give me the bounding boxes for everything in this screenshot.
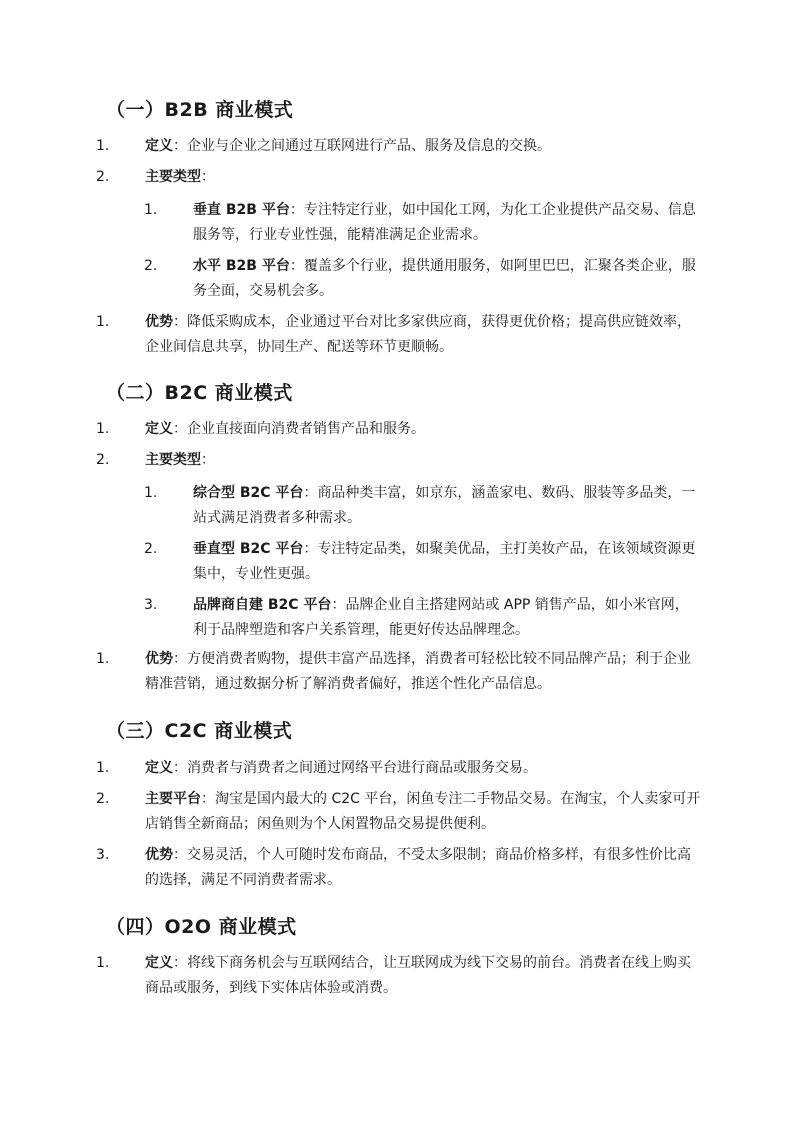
item-text: 降低采购成本，企业通过平台对比多家供应商，获得更优价格；提高供应链效率，企业间信息共享，协同生产、配送等环节更顺畅。 (145, 314, 691, 355)
item-separator: ： (173, 421, 187, 437)
list-item (96, 310, 701, 360)
list-number: 2. (96, 169, 110, 185)
item-separator: ： (201, 169, 215, 185)
item-text: 淘宝是国内最大的 C2C 平台，闲鱼专注二手物品交易。在淘宝，个人卖家可开店销售全新商品；闲鱼则为个人闲置物品交易提供便利。 (145, 791, 701, 832)
item-label: 垂直型 B2C 平台 (193, 541, 304, 557)
item-text: 企业与企业之间通过互联网进行产品、服务及信息的交换。 (187, 138, 551, 154)
item-text: 企业直接面向消费者销售产品和服务。 (187, 421, 425, 437)
item-label: 品牌商自建 B2C 平台 (193, 597, 332, 613)
item-separator: ： (173, 651, 187, 667)
list-number: 1. (96, 955, 110, 971)
list-item (96, 448, 701, 473)
item-separator: ： (173, 314, 187, 330)
item-label: 优势 (145, 314, 173, 330)
item-separator: ： (173, 955, 187, 971)
list-number: 1. (96, 138, 110, 154)
item-label: 主要类型 (145, 169, 201, 185)
item-label: 主要平台 (145, 791, 201, 807)
list-number: 2. (96, 791, 110, 807)
list-number: 3. (96, 847, 110, 863)
section-heading-c2c: （三）C2C 商业模式 (106, 720, 293, 742)
list-item (96, 951, 701, 1001)
list-number: 1. (96, 314, 110, 330)
list-item (144, 593, 701, 643)
item-separator: ： (303, 541, 318, 557)
item-label: 定义 (145, 138, 173, 154)
item-separator: ： (331, 597, 346, 613)
list-number: 2. (144, 258, 158, 274)
list-number: 1. (96, 651, 110, 667)
item-text: 交易灵活，个人可随时发布商品，不受太多限制；商品价格多样，有很多性价比高的选择，满足不同消费者需求。 (145, 847, 691, 888)
section-heading-b2b: （一）B2B 商业模式 (106, 99, 294, 121)
item-label: 定义 (145, 760, 173, 776)
list-number: 1. (96, 421, 110, 437)
item-text: 品牌企业自主搭建网站或 APP 销售产品，如小米官网，利于品牌塑造和客户关系管理，能更好传达品牌理念。 (193, 597, 689, 638)
item-separator: ： (173, 847, 187, 863)
list-number: 2. (144, 541, 158, 557)
list-number: 1. (96, 760, 110, 776)
item-text: 将线下商务机会与互联网结合，让互联网成为线下交易的前台。消费者在线上购买商品或服务，到线下实体店体验或消费。 (145, 955, 691, 996)
item-text: 方便消费者购物，提供丰富产品选择，消费者可轻松比较不同品牌产品；利于企业精准营销，通过数据分析了解消费者偏好，推送个性化产品信息。 (145, 651, 691, 692)
item-text: 覆盖多个行业，提供通用服务，如阿里巴巴，汇聚各类企业，服务全面，交易机会多。 (193, 258, 696, 299)
list-item (96, 165, 701, 190)
list-item (144, 481, 701, 531)
list-item (96, 417, 701, 442)
item-separator: ： (201, 452, 215, 468)
item-text: 专注特定行业，如中国化工网，为化工企业提供产品交易、信息服务等，行业专业性强，能精准满足企业需求。 (193, 202, 696, 243)
item-separator: ： (173, 138, 187, 154)
item-text: 专注特定品类，如聚美优品，主打美妆产品，在该领域资源更集中，专业性更强。 (193, 541, 696, 582)
item-label: 综合型 B2C 平台 (193, 485, 304, 501)
section-heading-o2o: （四）O2O 商业模式 (106, 916, 297, 938)
item-label: 定义 (145, 955, 173, 971)
item-separator: ： (289, 202, 304, 218)
list-number: 2. (96, 452, 110, 468)
item-label: 主要类型 (145, 452, 201, 468)
list-item (96, 787, 701, 837)
list-item (144, 537, 701, 587)
list-number: 1. (144, 202, 158, 218)
list-item (96, 134, 701, 159)
item-label: 水平 B2B 平台 (193, 258, 290, 274)
item-separator: ： (289, 258, 304, 274)
list-item (144, 254, 701, 304)
list-item (96, 647, 701, 697)
item-text: 消费者与消费者之间通过网络平台进行商品或服务交易。 (187, 760, 537, 776)
list-number: 1. (144, 485, 158, 501)
item-label: 优势 (145, 651, 173, 667)
item-separator: ： (201, 791, 215, 807)
item-separator: ： (173, 760, 187, 776)
list-item (144, 198, 701, 248)
item-label: 定义 (145, 421, 173, 437)
list-number: 3. (144, 597, 158, 613)
item-separator: ： (303, 485, 318, 501)
item-label: 优势 (145, 847, 173, 863)
item-text: 商品种类丰富，如京东，涵盖家电、数码、服装等多品类，一站式满足消费者多种需求。 (193, 485, 696, 526)
list-item (96, 756, 701, 781)
item-label: 垂直 B2B 平台 (193, 202, 290, 218)
list-item (96, 843, 701, 893)
section-heading-b2c: （二）B2C 商业模式 (106, 382, 293, 404)
